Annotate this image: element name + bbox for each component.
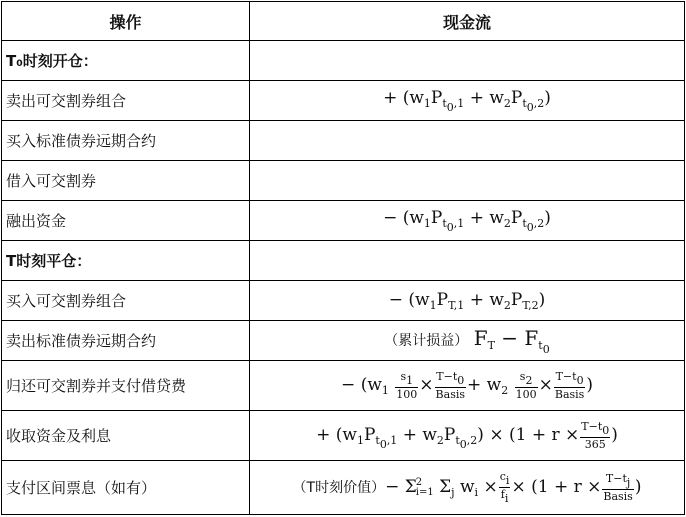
operation-cell: 买入可交割券组合 (2, 281, 250, 321)
operation-cell: 支付区间票息（如有） (2, 461, 250, 515)
cashflow-prefix: （累计损益） (384, 332, 469, 349)
operation-cell: 卖出标准债券远期合约 (2, 321, 250, 361)
table-row (2, 241, 685, 281)
cashflow-table (1, 1, 685, 515)
table-row (2, 461, 685, 515)
cashflow-cell (250, 121, 685, 161)
table-row (2, 161, 685, 201)
header-operation: 操作 (2, 2, 250, 41)
operation-cell: 归还可交割券并支付借贷费 (2, 361, 250, 411)
table-row (2, 361, 685, 411)
table-row (2, 81, 685, 121)
table-row (2, 281, 685, 321)
operation-cell: 融出资金 (2, 201, 250, 241)
table-row (2, 41, 685, 81)
operation-cell: 收取资金及利息 (2, 411, 250, 461)
header-cashflow: 现金流 (250, 2, 685, 41)
cashflow-formula: （累计损益） $F_T - F_{t_0}$ (250, 321, 685, 361)
cashflow-cell (250, 41, 685, 81)
operation-cell: 借入可交割券 (2, 161, 250, 201)
cashflow-formula: − $(w_1P_{T,1} + w_2P_{T,2})$ (250, 281, 685, 321)
section-open-label: T₀时刻开仓： (2, 41, 250, 81)
cashflow-prefix: （T时刻价值） (292, 480, 386, 496)
table-row (2, 121, 685, 161)
table-row (2, 411, 685, 461)
cashflow-formula: − $(w_1P_{t_0,1} + w_2P_{t_0,2})$ (250, 201, 685, 241)
table-row (2, 201, 685, 241)
header-row (2, 2, 685, 41)
cashflow-formula: （T时刻价值）− Σ 2 i=1 $\Sigma_j$ $w_i$ × $\frac{c_i}{f_i}$ × (1 + r × $\frac{T-t_j}{\text{Basis}}$ ) (250, 461, 685, 515)
cashflow-cell (250, 241, 685, 281)
operation-cell: 买入标准债券远期合约 (2, 121, 250, 161)
cashflow-formula: + $(w_1P_{t_0,1} + w_2P_{t_0,2})$ (250, 81, 685, 121)
cashflow-formula: − ($w_1$ $\frac{s_1}{100}$ × $\frac{T-t_0}{\text{Basis}}$ + $w_2$ $\frac{s_2}{100}$ × $\frac{T-t_0}{\text{Basis}}$ ) (250, 361, 685, 411)
section-close-label: T时刻平仓： (2, 241, 250, 281)
operation-cell: 卖出可交割券组合 (2, 81, 250, 121)
table-row (2, 321, 685, 361)
cashflow-cell (250, 161, 685, 201)
cashflow-formula: + $(w_1P_{t_0,1} + w_2P_{t_0,2}) \times (1 + r$ × $\frac{T-t_0}{365}$ ) (250, 411, 685, 461)
